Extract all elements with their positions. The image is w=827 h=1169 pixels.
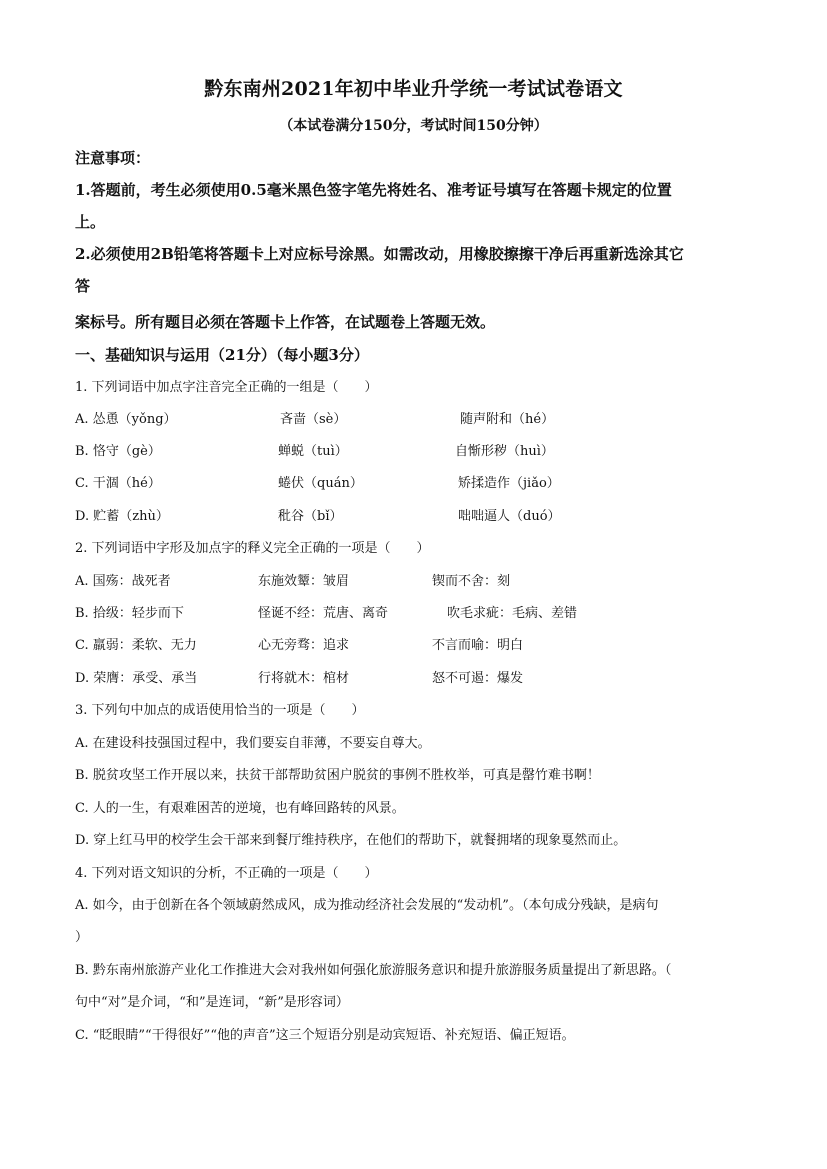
q3-option-b: B. 脱贫攻坚工作开展以来，扶贫干部帮助贫困户脱贫的事例不胜枚举，可真是罄竹难书啊！ — [75, 768, 600, 783]
q2-option-c-3: 不言而喻：明白 — [432, 638, 524, 653]
q4-option-b: B. 黔东南州旅游产业化工作推进大会对我州如何强化旅游服务意识和提升旅游服务质量提出了新思路。（ — [75, 963, 672, 978]
q1-option-b-2: 蝉蜕（tuì） — [278, 444, 348, 459]
note-3: 案标号。所有题目必须在答题卡上作答，在试题卷上答题无效。 — [75, 313, 496, 331]
q2-option-d-3: 怒不可遏：爆发 — [432, 671, 524, 686]
q2-option-b-2: 怪诞不经：荒唐、离奇 — [258, 606, 389, 621]
q1-option-d-1: D. 贮蓄（zhù） — [75, 509, 169, 524]
note-1-continued: 上。 — [75, 213, 106, 231]
q1-option-a-3: 随声附和（hé） — [460, 412, 555, 427]
q1-option-c-2: 蜷伏（quán） — [278, 476, 363, 491]
q2-option-c-1: C. 羸弱：柔软、无力 — [75, 638, 197, 653]
q1-option-a-1: A. 怂恿（yǒng） — [75, 412, 177, 427]
q2-option-a-3: 锲而不舍：刻 — [432, 574, 511, 589]
notes-heading: 注意事项： — [75, 149, 151, 167]
q1-option-c-1: C. 干涸（hé） — [75, 476, 161, 491]
exam-title: 黔东南州2021年初中毕业升学统一考试试卷语文 — [204, 78, 623, 100]
q2-option-b-1: B. 拾级：轻步而下 — [75, 606, 184, 621]
q4-option-b-continued: 句中“对”是介词，“和”是连词，“新”是形容词） — [75, 995, 349, 1010]
q2-option-b-3: 吹毛求疵：毛病、差错 — [447, 606, 578, 621]
q2-option-c-2: 心无旁骛：追求 — [258, 638, 350, 653]
q4-option-a: A. 如今，由于创新在各个领域蔚然成风，成为推动经济社会发展的“发动机”。（本句成分残缺，是病句 — [75, 898, 659, 913]
q4-option-a-continued: ） — [75, 930, 89, 945]
exam-subtitle: （本试卷满分150分，考试时间150分钟） — [279, 118, 548, 134]
q2-option-a-2: 东施效颦：皱眉 — [258, 574, 350, 589]
q1-option-d-2: 秕谷（bǐ） — [278, 509, 343, 524]
section-1-heading: 一、基础知识与运用（21分）（每小题3分） — [75, 346, 369, 364]
q3-option-c: C. 人的一生，有艰难困苦的逆境，也有峰回路转的风景。 — [75, 801, 405, 816]
note-1: 1.答题前，考生必须使用0.5毫米黑色签字笔先将姓名、准考证号填写在答题卡规定的位置 — [75, 181, 672, 199]
q3-option-d: D. 穿上红马甲的校学生会干部来到餐厅维持秩序，在他们的帮助下，就餐拥堵的现象戛然而止。 — [75, 833, 627, 848]
q1-option-c-3: 矫揉造作（jiǎo） — [458, 476, 560, 491]
question-1-stem: 1. 下列词语中加点字注音完全正确的一组是（ ） — [75, 380, 378, 395]
q4-option-c: C. “眨眼睛”“干得很好”“他的声音”这三个短语分别是动宾短语、补充短语、偏正短语。 — [75, 1028, 575, 1043]
question-4-stem: 4. 下列对语文知识的分析，不正确的一项是（ ） — [75, 866, 378, 881]
question-2-stem: 2. 下列词语中字形及加点字的释义完全正确的一项是（ ） — [75, 541, 430, 556]
q2-option-a-1: A. 国殇：战死者 — [75, 574, 171, 589]
q3-option-a: A. 在建设科技强国过程中，我们要妄自菲薄，不要妄自尊大。 — [75, 736, 431, 751]
q1-option-d-3: 咄咄逼人（duó） — [458, 509, 561, 524]
question-3-stem: 3. 下列句中加点的成语使用恰当的一项是（ ） — [75, 703, 365, 718]
note-2-continued: 答 — [75, 277, 91, 295]
q2-option-d-1: D. 荣膺：承受、承当 — [75, 671, 198, 686]
q2-option-d-2: 行将就木：棺材 — [258, 671, 350, 686]
note-2: 2.必须使用2B铅笔将答题卡上对应标号涂黑。如需改动，用橡胶擦擦干净后再重新选涂其它 — [75, 245, 684, 263]
q1-option-a-2: 吝啬（sè） — [280, 412, 347, 427]
q1-option-b-3: 自惭形秽（huì） — [455, 444, 554, 459]
q1-option-b-1: B. 恪守（gè） — [75, 444, 161, 459]
